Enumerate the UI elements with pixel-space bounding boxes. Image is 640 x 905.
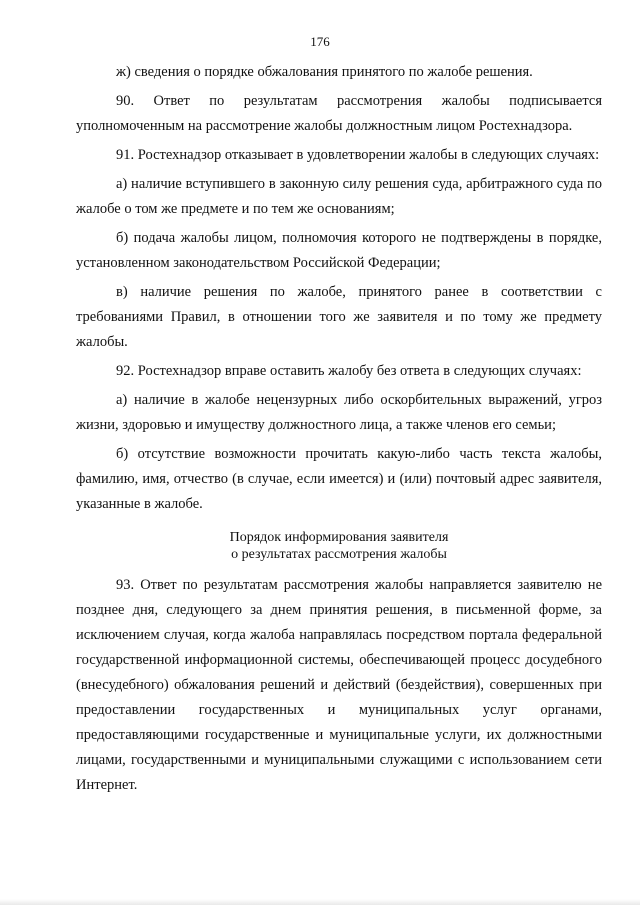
paragraph-90: 90. Ответ по результатам рассмотрения жалобы подписывается уполномоченным на рассмотрение жалобы должностным лицом Ростехнадзора. — [76, 93, 602, 134]
paragraph-93: 93. Ответ по результатам рассмотрения жалобы направляется заявителю не позднее дня, следующего за днем принятия решения, в письменной форме, за исключением случая, когда жалоба направлялась посредством портала федеральной государственной информационной системы, обеспечивающей процесс досудебного (внесудебного) обжалования решений и действий (бездействия), совершенных при предоставлении государственных и муниципальных услуг органами, предоставляющими государственные и муниципальные услуги, их должностными лицами, государственными и муниципальными служащими с использованием сети Интернет. — [76, 577, 602, 793]
paragraph-item-zh: ж) сведения о порядке обжалования принятого по жалобе решения. — [116, 64, 533, 80]
scan-bottom-edge — [0, 899, 640, 905]
page-number: 176 — [310, 34, 330, 49]
paragraph-91-a: а) наличие вступившего в законную силу решения суда, арбитражного суда по жалобе о том же предмете и по тем же основаниям; — [76, 176, 602, 217]
paragraph-91-b: б) подача жалобы лицом, полномочия которого не подтверждены в порядке, установленном законодательством Российской Федерации; — [76, 230, 602, 271]
paragraph-92-b: б) отсутствие возможности прочитать какую-либо часть текста жалобы, фамилию, имя, отчество (в случае, если имеется) и (или) почтовый адрес заявителя, указанные в жалобе. — [76, 446, 602, 512]
section-heading-line-1: Порядок информирования заявителя — [229, 530, 449, 545]
document-body — [76, 60, 602, 802]
paragraph-92: 92. Ростехнадзор вправе оставить жалобу без ответа в следующих случаях: — [116, 363, 582, 379]
paragraph-92-a: а) наличие в жалобе нецензурных либо оскорбительных выражений, угроз жизни, здоровью и имуществу должностного лица, а также членов его семьи; — [76, 392, 602, 433]
paragraph-91: 91. Ростехнадзор отказывает в удовлетворении жалобы в следующих случаях: — [116, 147, 600, 163]
section-heading-line-2: о результатах рассмотрения жалобы — [231, 547, 447, 562]
section-heading — [76, 529, 602, 563]
paragraph-91-v: в) наличие решения по жалобе, принятого ранее в соответствии с требованиями Правил, в отношении того же заявителя и по тому же предмету жалобы. — [76, 284, 602, 350]
